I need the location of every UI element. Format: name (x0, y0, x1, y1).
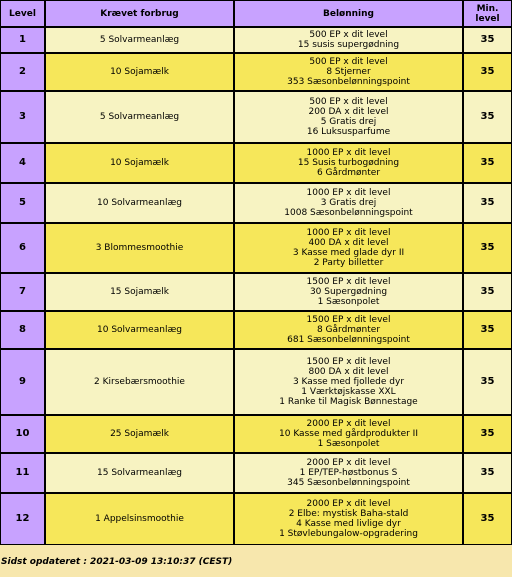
cost-cell: 10 Sojamælk (45, 53, 234, 91)
level-cell: 1 (0, 27, 45, 53)
header-level: Level (0, 0, 45, 27)
level-cell: 6 (0, 223, 45, 273)
reward-line: 3 Kasse med glade dyr II (292, 248, 405, 258)
table-row (0, 415, 512, 453)
min-level-cell: 35 (463, 27, 512, 53)
cost-cell: 10 Solvarmeanlæg (45, 311, 234, 349)
reward-line: 6 Gårdmønter (316, 168, 381, 178)
level-cell: 2 (0, 53, 45, 91)
cost-cell: 10 Solvarmeanlæg (45, 183, 234, 223)
reward-line: 1000 EP x dit level (306, 188, 391, 198)
reward-line: 2000 EP x dit level (306, 419, 391, 429)
reward-cell (234, 91, 463, 143)
level-cell: 11 (0, 453, 45, 493)
reward-cell (234, 223, 463, 273)
min-level-cell: 35 (463, 91, 512, 143)
cost-cell: 2 Kirsebærsmoothie (45, 349, 234, 415)
reward-line: 400 DA x dit level (308, 238, 389, 248)
reward-line: 3 Kasse med fjollede dyr (292, 377, 405, 387)
reward-line: 2 Elbe: mystisk Baha-stald (288, 509, 409, 519)
reward-line: 1500 EP x dit level (306, 277, 391, 287)
cost-cell: 15 Sojamælk (45, 273, 234, 311)
reward-cell (234, 453, 463, 493)
reward-line: 345 Sæsonbelønningspoint (287, 478, 410, 488)
cost-cell: 5 Solvarmeanlæg (45, 91, 234, 143)
level-cell: 3 (0, 91, 45, 143)
cost-cell: 25 Sojamælk (45, 415, 234, 453)
cost-cell: 3 Blommesmoothie (45, 223, 234, 273)
reward-line: 4 Kasse med livlige dyr (296, 519, 401, 529)
reward-line: 16 Luksusparfume (306, 127, 391, 137)
reward-cell (234, 349, 463, 415)
min-level-cell: 35 (463, 53, 512, 91)
reward-line: 200 DA x dit level (308, 107, 389, 117)
level-cell: 4 (0, 143, 45, 183)
min-level-cell: 35 (463, 453, 512, 493)
level-cell: 8 (0, 311, 45, 349)
cost-cell: 15 Solvarmeanlæg (45, 453, 234, 493)
reward-line: 1500 EP x dit level (306, 315, 391, 325)
reward-cell (234, 415, 463, 453)
min-level-cell: 35 (463, 311, 512, 349)
header-cost: Krævet forbrug (45, 0, 234, 27)
table-row (0, 143, 512, 183)
reward-cell (234, 53, 463, 91)
reward-line: 681 Sæsonbelønningspoint (287, 335, 410, 345)
reward-line: 8 Stjerner (326, 67, 371, 77)
min-level-cell: 35 (463, 183, 512, 223)
header-row (0, 0, 512, 27)
min-level-cell: 35 (463, 273, 512, 311)
table-row (0, 453, 512, 493)
min-level-cell: 35 (463, 415, 512, 453)
table-row (0, 349, 512, 415)
reward-cell (234, 143, 463, 183)
min-level-cell: 35 (463, 223, 512, 273)
reward-line: 2000 EP x dit level (306, 458, 391, 468)
reward-line: 1 Støvlebungalow-opgradering (279, 529, 418, 539)
table-body (0, 27, 512, 545)
table-row (0, 91, 512, 143)
level-cell: 7 (0, 273, 45, 311)
reward-line: 500 EP x dit level (309, 30, 388, 40)
reward-line: 15 susis supergødning (297, 40, 400, 50)
table-row (0, 273, 512, 311)
reward-cell (234, 183, 463, 223)
reward-line: 1000 EP x dit level (306, 228, 391, 238)
table-row (0, 223, 512, 273)
min-level-cell: 35 (463, 143, 512, 183)
reward-line: 1 Værktøjskasse XXL (301, 387, 396, 397)
level-cell: 5 (0, 183, 45, 223)
reward-line: 15 Susis turbogødning (297, 158, 400, 168)
reward-line: 5 Gratis drej (320, 117, 377, 127)
header-reward: Belønning (234, 0, 463, 27)
last-updated: Sidst opdateret : 2021-03-09 13:10:37 (CEST) (1, 557, 233, 567)
reward-line: 3 Gratis drej (320, 198, 377, 208)
reward-line: 8 Gårdmønter (316, 325, 381, 335)
min-level-cell: 35 (463, 349, 512, 415)
level-cell: 9 (0, 349, 45, 415)
table-row (0, 493, 512, 545)
level-cell: 10 (0, 415, 45, 453)
reward-cell (234, 273, 463, 311)
reward-line: 1 Sæsonpolet (317, 297, 380, 307)
cost-cell: 5 Solvarmeanlæg (45, 27, 234, 53)
reward-line: 2000 EP x dit level (306, 499, 391, 509)
reward-line: 800 DA x dit level (308, 367, 389, 377)
header-min-level-label: Min. level (475, 3, 500, 24)
min-level-cell: 35 (463, 493, 512, 545)
reward-line: 2 Party billetter (313, 258, 384, 268)
reward-line: 10 Kasse med gårdprodukter II (279, 429, 418, 439)
table-row (0, 183, 512, 223)
table-row (0, 311, 512, 349)
reward-line: 500 EP x dit level (309, 57, 388, 67)
reward-line: 353 Sæsonbelønningspoint (287, 77, 410, 87)
reward-line: 1 EP/TEP-høstbonus S (299, 468, 398, 478)
reward-line: 1000 EP x dit level (306, 148, 391, 158)
reward-line: 1 Sæsonpolet (317, 439, 380, 449)
reward-line: 1008 Sæsonbelønningspoint (284, 208, 413, 218)
reward-line: 30 Supergødning (309, 287, 388, 297)
level-cell: 12 (0, 493, 45, 545)
cost-cell: 10 Sojamælk (45, 143, 234, 183)
reward-cell (234, 27, 463, 53)
table-row (0, 53, 512, 91)
reward-cell (234, 493, 463, 545)
reward-cell (234, 311, 463, 349)
header-min-level (463, 0, 512, 27)
reward-line: 500 EP x dit level (309, 97, 388, 107)
reward-line: 1 Ranke til Magisk Bønnestage (279, 397, 418, 407)
cost-cell: 1 Appelsinsmoothie (45, 493, 234, 545)
table-row (0, 27, 512, 53)
reward-line: 1500 EP x dit level (306, 357, 391, 367)
